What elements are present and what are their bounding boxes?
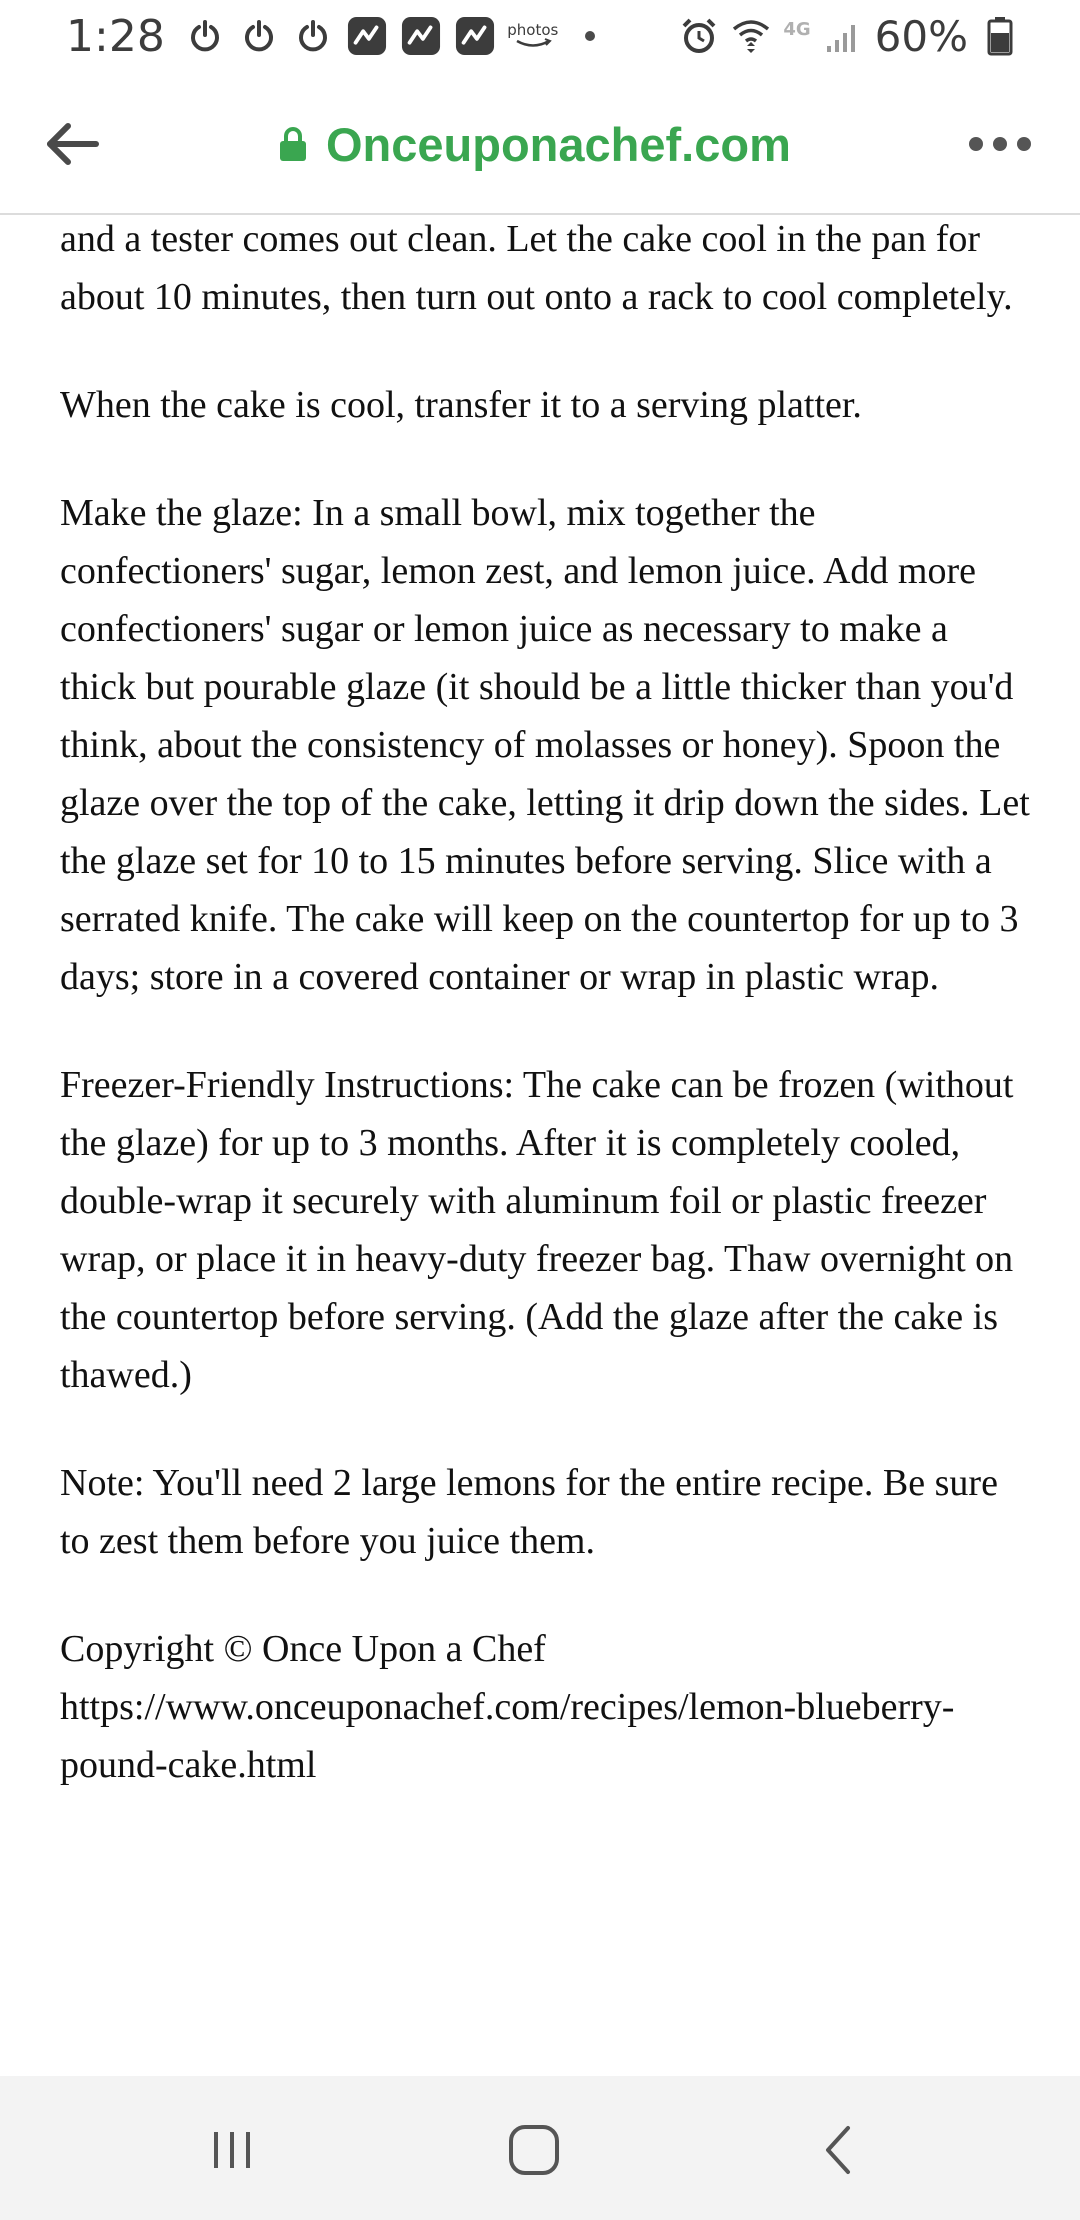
copyright-text: Copyright © Once Upon a Chef (60, 1628, 546, 1670)
activity-icon (347, 16, 387, 56)
photos-icon (509, 16, 557, 56)
recipe-content (60, 210, 1032, 1844)
note-paragraph: Note: You'll need 2 large lemons for the entire recipe. Be sure to zest them before you juice them. (60, 1462, 998, 1562)
chevron-left-icon (818, 2124, 858, 2176)
home-icon (507, 2123, 561, 2177)
power-icon (239, 16, 279, 56)
source-url: https://www.onceuponachef.com/recipes/lemon-blueberry-pound-cake.html (60, 1686, 955, 1786)
instruction-paragraph: Freezer-Friendly Instructions: The cake can be frozen (without the glaze) for up to 3 months. After it is completely cooled, double-wrap it securely with aluminum foil or plastic freezer wrap, or place it in heavy-duty freezer bag. Thaw overnight on the countertop before serving. (Add the glaze after the cake is thawed.) (60, 1064, 1014, 1396)
power-icon (185, 16, 225, 56)
dot-icon (585, 31, 595, 41)
network-type: 4G (783, 18, 811, 40)
address-bar[interactable] (278, 112, 791, 176)
instruction-paragraph: Make the glaze: In a small bowl, mix together the confectioners' sugar, lemon zest, and lemon juice. Add more confectioners' sugar or lemon juice as necessary to make a thick but pourable glaze (it should be a little thicker than you'd think, about the consistency of molasses or honey). Spoon the glaze over the top of the cake, letting it drip down the sides. Let the glaze set for 10 to 15 minutes before serving. Slice with a serrated knife. The cake will keep on the countertop for up to 3 days; store in a covered container or wrap in plastic wrap. (60, 492, 1030, 998)
back-nav-button[interactable] (798, 2118, 878, 2182)
recent-apps-button[interactable] (192, 2118, 272, 2182)
instruction-paragraph: When the cake is cool, transfer it to a serving platter. (60, 384, 862, 426)
lock-icon (278, 126, 308, 162)
home-button[interactable] (494, 2118, 574, 2182)
power-icon (293, 16, 333, 56)
signal-icon (823, 16, 863, 56)
url-text: Onceuponachef.com (326, 117, 791, 171)
navigation-bar (0, 2076, 1080, 2220)
copyright-block (60, 1620, 1032, 1794)
more-dot-icon (1017, 137, 1031, 151)
alarm-icon (679, 16, 719, 56)
activity-icon (401, 16, 441, 56)
battery-percentage: 60% (874, 11, 968, 61)
browser-toolbar (0, 72, 1080, 215)
system-icons (679, 12, 1020, 61)
recent-apps-icon (208, 2126, 256, 2174)
more-dot-icon (993, 137, 1007, 151)
instruction-paragraph: and a tester comes out clean. Let the cake cool in the pan for about 10 minutes, then turn out onto a rack to cool completely. (60, 218, 1013, 318)
battery-icon (980, 16, 1020, 56)
notification-icons (185, 16, 595, 56)
status-time: 1:28 (66, 10, 165, 62)
arrow-left-icon (44, 122, 100, 166)
status-bar (0, 0, 1080, 72)
more-options-button[interactable] (960, 112, 1040, 176)
photos-label: photos (507, 20, 559, 39)
wifi-icon (731, 16, 771, 56)
more-dot-icon (969, 137, 983, 151)
back-button[interactable] (36, 112, 108, 176)
activity-icon (455, 16, 495, 56)
